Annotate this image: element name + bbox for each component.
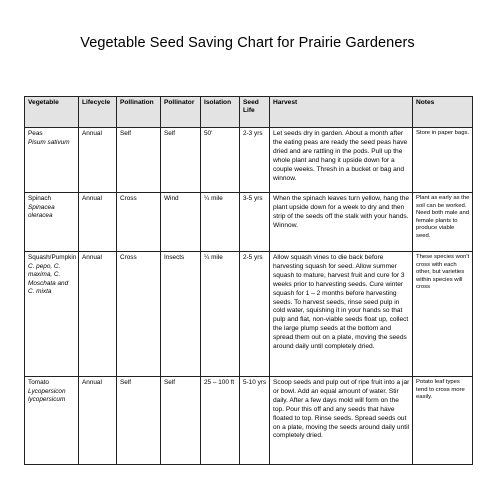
cell-pollination: Cross <box>117 252 161 377</box>
table-row <box>25 128 473 193</box>
table-header-row <box>25 97 473 128</box>
cell-vegetable <box>25 128 79 193</box>
page-title: Vegetable Seed Saving Chart for Prairie Gardeners <box>80 35 415 51</box>
cell-seed-life: 2-5 yrs <box>240 252 270 377</box>
header-harvest: Harvest <box>270 97 413 128</box>
cell-pollination: Cross <box>117 193 161 252</box>
vegetable-name: Tomato <box>28 379 49 386</box>
cell-isolation: 25 – 100 ft <box>201 377 240 465</box>
cell-harvest: When the spinach leaves turn yellow, hang the plant upside down for a week to dry and then strip of the seeds off the stalk with your hands. Winnow. <box>270 193 413 252</box>
cell-pollinator: Wind <box>161 193 201 252</box>
cell-harvest: Scoop seeds and pulp out of ripe fruit into a jar or bowl. Add an equal amount of water. Stir daily. After a few days mold will form on the top. Pour this off and any seeds that have floated to top. Rinse seeds. Spread seeds out on a plate, moving the seeds around daily until completely dried. <box>270 377 413 465</box>
cell-pollinator: Self <box>161 128 201 193</box>
header-seed-life: Seed Life <box>240 97 270 128</box>
cell-notes: Plant as early as the soil can be worked. Need both male and female plants to produce viable seed. <box>413 193 473 252</box>
vegetable-name: Spinach <box>28 195 52 202</box>
header-notes: Notes <box>413 97 473 128</box>
cell-pollinator: Insects <box>161 252 201 377</box>
vegetable-name: Peas <box>28 130 43 137</box>
cell-notes: These species won't cross with each other, but varieties within species will cross <box>413 252 473 377</box>
cell-lifecycle: Annual <box>79 128 117 193</box>
cell-isolation: ¼ mile <box>201 193 240 252</box>
header-lifecycle: Lifecycle <box>79 97 117 128</box>
cell-vegetable <box>25 193 79 252</box>
cell-harvest: Let seeds dry in garden. About a month after the eating peas are ready the seed peas have dried and are rattling in the pods. Pull up the whole plant and hang it upside down for a couple weeks. Thresh in a bucket or bag and winnow. <box>270 128 413 193</box>
cell-pollination: Self <box>117 377 161 465</box>
table-row <box>25 193 473 252</box>
cell-pollination: Self <box>117 128 161 193</box>
cell-seed-life: 3-5 yrs <box>240 193 270 252</box>
cell-seed-life: 2-3 yrs <box>240 128 270 193</box>
cell-isolation: ¼ mile <box>201 252 240 377</box>
latin-name: C. pepo, C. maxima, C. Moschata and C. mixta <box>28 262 69 296</box>
cell-vegetable <box>25 377 79 465</box>
cell-harvest: Allow squash vines to die back before harvesting squash for seed. Allow summer squash to mature, harvest fruit and cure for 3 weeks prior to harvesting seeds. Cure winter squash for 1 – 2 months before harvesting seeds. To harvest seeds, rinse seed pulp in cold water, squishing it in your hands so that pulp and flat, non-viable seeds float up, collect the large plump seeds at the bottom and spread them out on a plate, moving the seeds around daily until completely dried. <box>270 252 413 377</box>
vegetable-name: Squash/Pumpkin <box>28 254 77 261</box>
header-pollination: Pollination <box>117 97 161 128</box>
header-pollinator: Pollinator <box>161 97 201 128</box>
header-isolation: Isolation <box>201 97 240 128</box>
latin-name: Spinacea oleracea <box>28 203 55 220</box>
latin-name: Lycopersicon lycopersicum <box>28 387 66 404</box>
header-vegetable: Vegetable <box>25 97 79 128</box>
seed-saving-table <box>24 96 473 465</box>
latin-name: Pisum sativum <box>28 138 70 146</box>
cell-pollinator: Self <box>161 377 201 465</box>
cell-notes: Potato leaf types tend to cross more easily. <box>413 377 473 465</box>
table-row <box>25 252 473 377</box>
cell-notes: Store in paper bags. <box>413 128 473 193</box>
cell-lifecycle: Annual <box>79 252 117 377</box>
cell-seed-life: 5-10 yrs <box>240 377 270 465</box>
cell-lifecycle: Annual <box>79 377 117 465</box>
cell-lifecycle: Annual <box>79 193 117 252</box>
table-row <box>25 377 473 465</box>
cell-vegetable <box>25 252 79 377</box>
cell-isolation: 50' <box>201 128 240 193</box>
